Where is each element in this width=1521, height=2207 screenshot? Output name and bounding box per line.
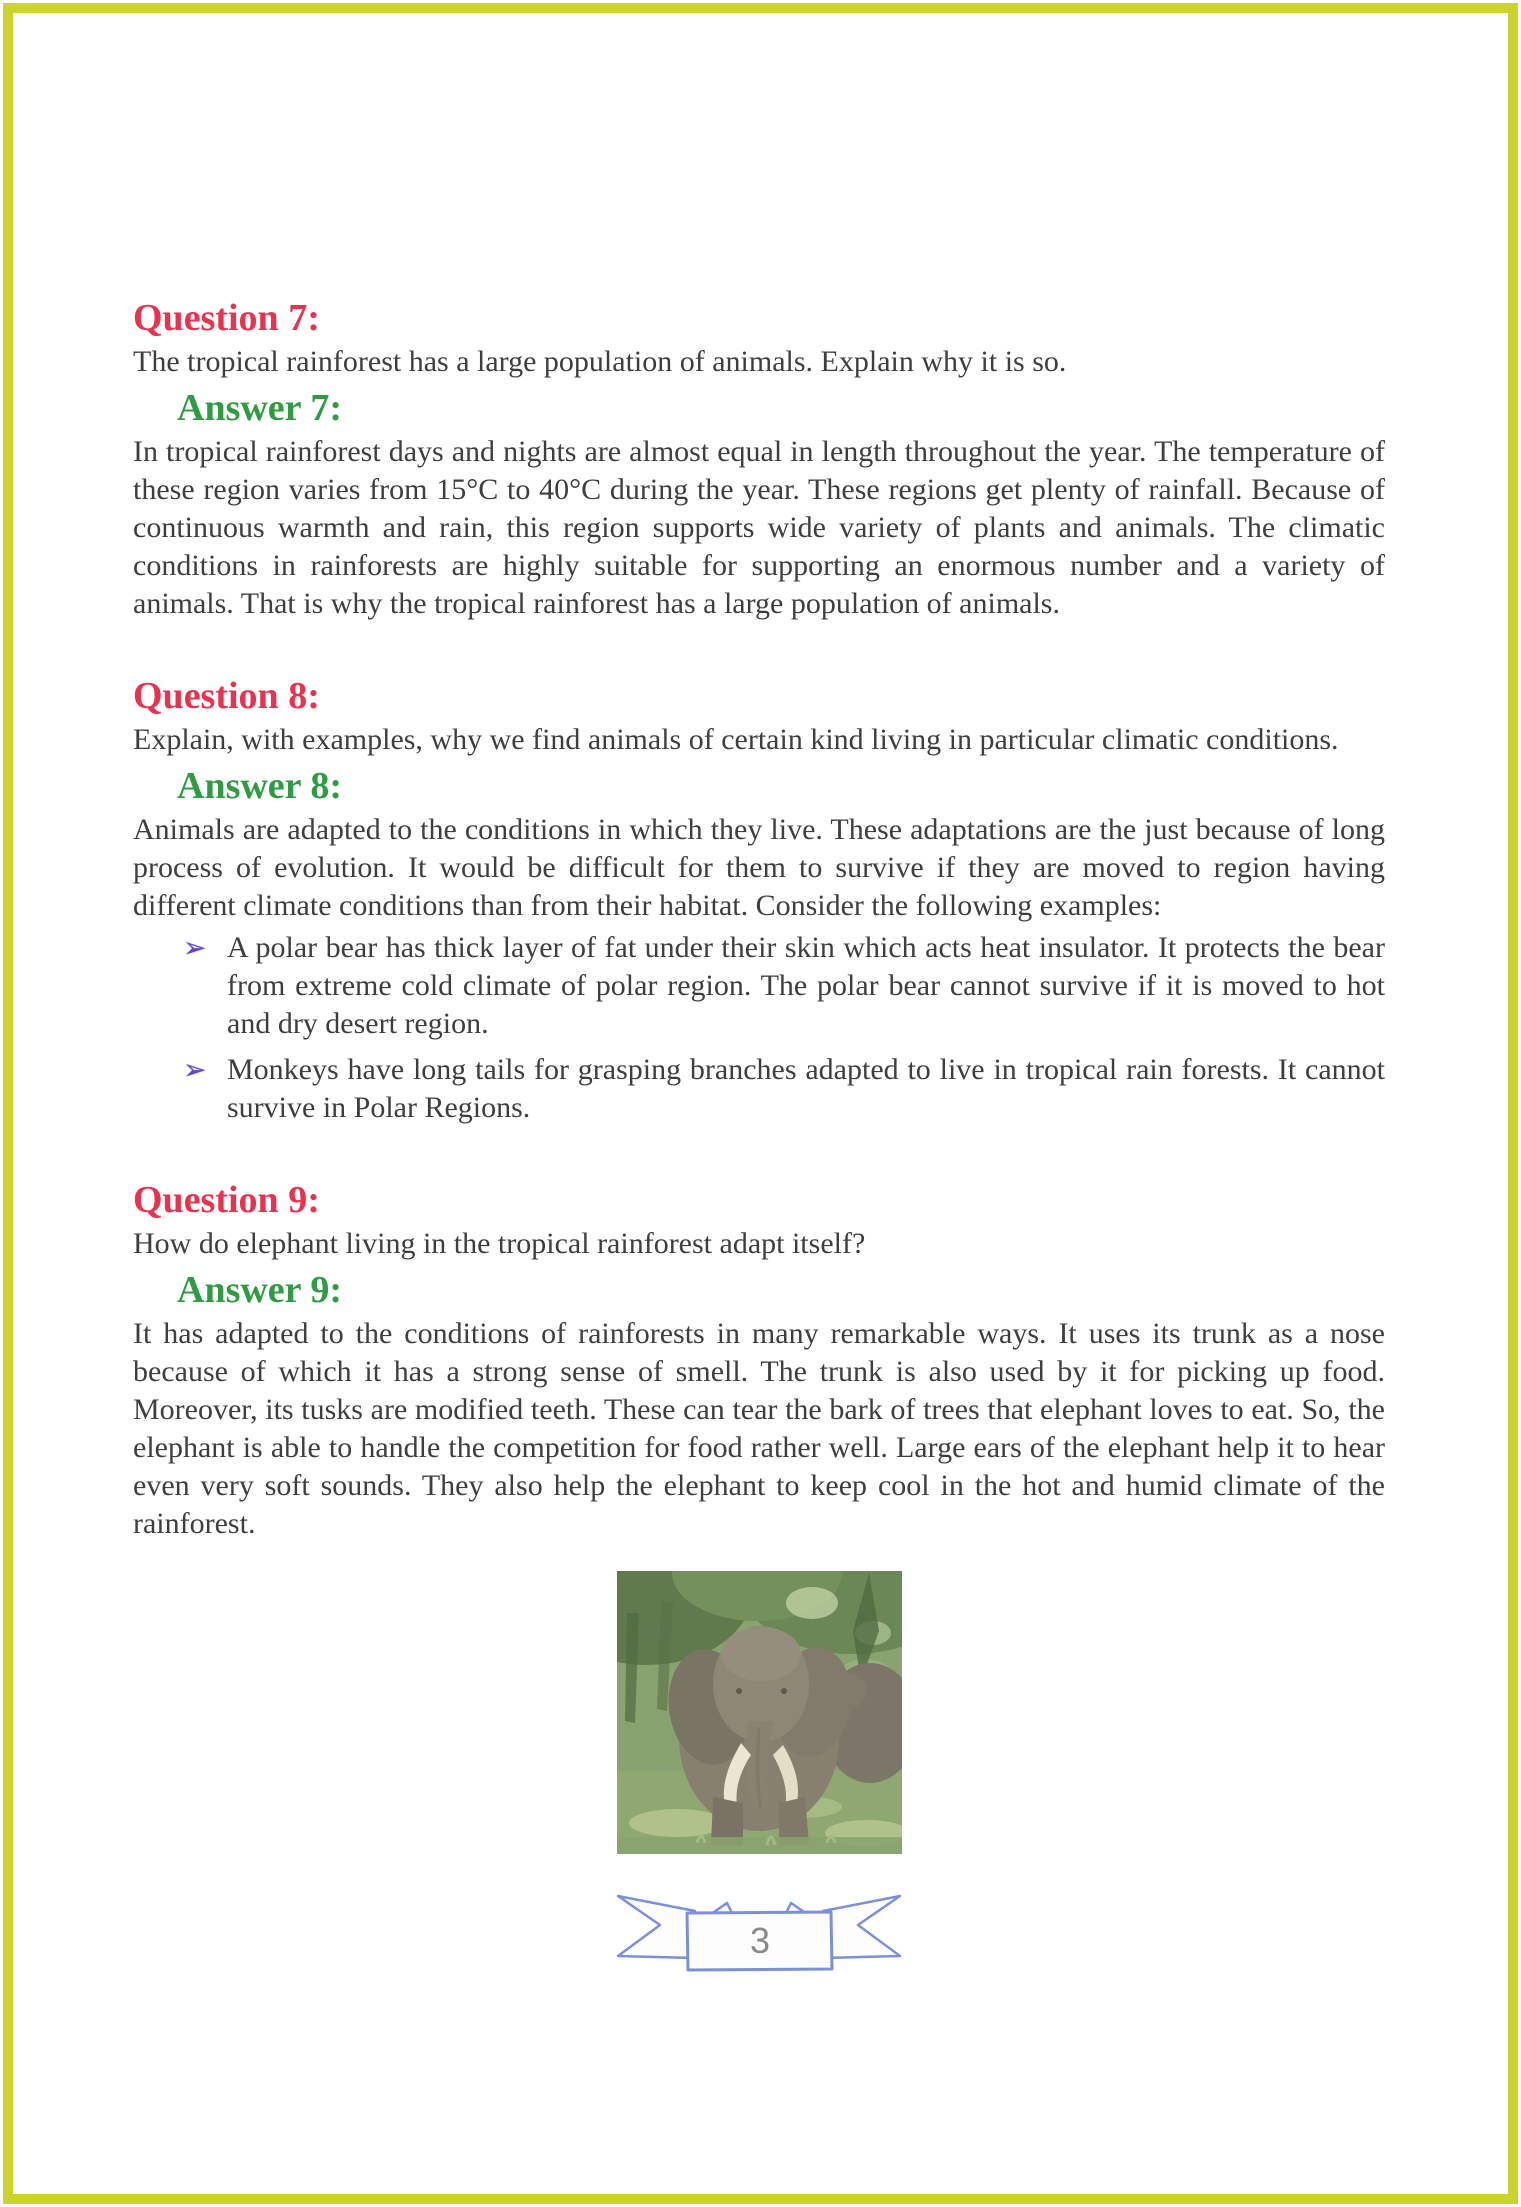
arrow-bullet-icon: ➢	[183, 1055, 207, 1086]
question-9-heading: Question 9:	[133, 1179, 320, 1221]
answer-8-examples-list	[133, 929, 1385, 1127]
list-item-text: Monkeys have long tails for grasping branches adapted to live in tropical rain forests. It cannot survive in Polar Regions.	[227, 1053, 1385, 1124]
elephant-photo	[617, 1571, 902, 1854]
answer-7-text: In tropical rainforest days and nights are almost equal in length throughout the year. The temperature of these region varies from 15°C to 40°C during the year. These regions get plenty of rainfall. Because of continuous warmth and rain, this region supports wide variety of plants and animals. The climatic conditions in rainforests are highly suitable for supporting an enormous number and a variety of animals. That is why the tropical rainforest has a large population of animals.	[133, 435, 1385, 620]
list-item	[133, 1051, 1385, 1127]
qa-section-8	[133, 673, 1385, 1127]
question-9-text: How do elephant living in the tropical rainforest adapt itself?	[133, 1227, 866, 1260]
answer-8-heading: Answer 8:	[177, 765, 343, 807]
answer-9-heading: Answer 9:	[177, 1269, 343, 1311]
qa-section-7	[133, 295, 1385, 623]
question-7-heading: Question 7:	[133, 297, 320, 339]
page-number: 3	[749, 1920, 771, 1961]
page-number-banner	[615, 1891, 903, 1977]
qa-section-9	[133, 1177, 1385, 1543]
question-8-heading: Question 8:	[133, 675, 320, 717]
question-8-text: Explain, with examples, why we find animals of certain kind living in particular climatic conditions.	[133, 723, 1339, 756]
arrow-bullet-icon: ➢	[183, 933, 207, 964]
answer-8-text: Animals are adapted to the conditions in which they live. These adaptations are the just because of long process of evolution. It would be difficult for them to survive if they are moved to region having different climate conditions than from their habitat. Consider the following examples:	[133, 813, 1385, 922]
page-content	[133, 0, 1385, 1977]
list-item-text: A polar bear has thick layer of fat under their skin which acts heat insulator. It protects the bear from extreme cold climate of polar region. The polar bear cannot survive if it is moved to hot and dry desert region.	[227, 931, 1385, 1040]
answer-7-heading: Answer 7:	[177, 387, 343, 429]
question-7-text: The tropical rainforest has a large population of animals. Explain why it is so.	[133, 345, 1067, 378]
list-item	[133, 929, 1385, 1043]
answer-9-text: It has adapted to the conditions of rainforests in many remarkable ways. It uses its trunk as a nose because of which it has a strong sense of smell. The trunk is also used by it for picking up food. Moreover, its tusks are modified teeth. These can tear the bark of trees that elephant loves to eat. So, the elephant is able to handle the competition for food rather well. Large ears of the elephant help it to hear even very soft sounds. They also help the elephant to keep cool in the hot and humid climate of the rainforest.	[133, 1317, 1385, 1540]
